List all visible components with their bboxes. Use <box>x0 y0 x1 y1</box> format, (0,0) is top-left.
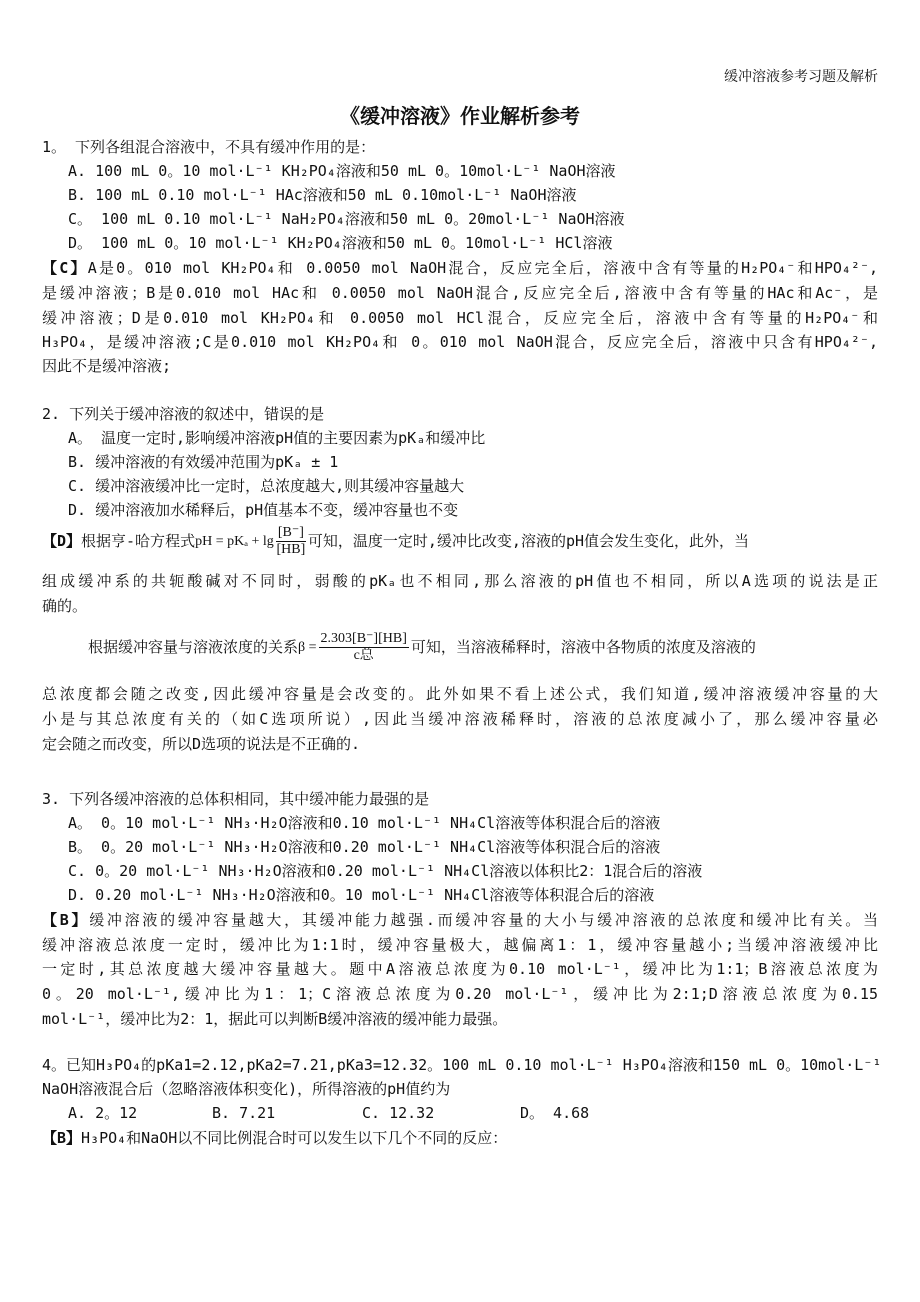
q1-stem: 1。 下列各组混合溶液中，不具有缓冲作用的是： <box>42 138 376 156</box>
q1-option-a: A. 100 mL 0。10 mol·L⁻¹ KH₂PO₄溶液和50 mL 0。10mol·L⁻¹ NaOH溶液 <box>68 162 616 180</box>
q4-explanation-line-1: 【B】H₃PO₄和NaOH以不同比例混合时可以发生以下几个不同的反应： <box>42 1129 508 1147</box>
q3-explanation-line-5: mol·L⁻¹，缓冲比为2：1，据此可以判断B缓冲溶液的缓冲能力最强。 <box>42 1010 508 1028</box>
q1-explanation-line-5: 因此不是缓冲溶液; <box>42 357 172 375</box>
q1-explanation-line-3: 缓冲溶液；D是0.010 mol KH₂PO₄和 0.0050 mol HCl混合，反应完全后，溶液中含有等量的H₂PO₄⁻和 <box>42 309 878 327</box>
q3-option-d: D. 0.20 mol·L⁻¹ NH₃·H₂O溶液和0。10 mol·L⁻¹ NH₄Cl溶液等体积混合后的溶液 <box>68 886 655 904</box>
q2-explanation-line-6: 小是与其总浓度有关的（如C选项所说）,因此当缓冲溶液稀释时，溶液的总浓度减小了，那么缓冲容量必 <box>42 710 878 728</box>
q4-option-b: B. 7.21 <box>212 1104 276 1122</box>
q2-option-b: B. 缓冲溶液的有效缓冲范围为pKₐ ± 1 <box>68 453 339 471</box>
q3-explanation-line-3: 一定时,其总浓度越大缓冲容量越大。题中A溶液总浓度为0.10 mol·L⁻¹，缓冲比为1:1；B溶液总浓度为 <box>42 960 878 978</box>
q4-answer-mark: 【B】 <box>42 1129 82 1147</box>
q2-explanation-line-7: 定会随之而改变，所以D选项的说法是不正确的. <box>42 735 361 753</box>
page-title: 《缓冲溶液》作业解析参考 <box>340 104 580 128</box>
q3-explanation-line-2: 缓冲溶液总浓度一定时，缓冲比为1:1时，缓冲容量极大，越偏离1：1，缓冲容量越小;当缓冲溶液缓冲比 <box>42 936 878 954</box>
q2-option-c: C. 缓冲溶液缓冲比一定时，总浓度越大,则其缓冲容量越大 <box>68 477 465 495</box>
q3-option-a: A。 0。10 mol·L⁻¹ NH₃·H₂O溶液和0.10 mol·L⁻¹ NH₄Cl溶液等体积混合后的溶液 <box>68 814 661 832</box>
q2-option-a: A。 温度一定时,影响缓冲溶液pH值的主要因素为pKₐ和缓冲比 <box>68 429 486 447</box>
q3-option-c: C. 0。20 mol·L⁻¹ NH₃·H₂O溶液和0.20 mol·L⁻¹ NH₄Cl溶液以体积比2：1混合后的溶液 <box>68 862 703 880</box>
q2-option-d: D. 缓冲溶液加水稀释后，pH值基本不变，缓冲容量也不变 <box>68 501 459 519</box>
q4-stem-line-2: NaOH溶液混合后（忽略溶液体积变化)，所得溶液的pH值约为 <box>42 1080 451 1098</box>
q3-explanation-line-4: 0。20 mol·L⁻¹,缓冲比为1：1；C溶液总浓度为0.20 mol·L⁻¹，缓冲比为2:1;D溶液总浓度为0.15 <box>42 985 878 1003</box>
henderson-equation: pH = pKₐ + lg $\frac{[B^-]}{[HB]}$ <box>195 524 306 557</box>
q2-explanation-line-2: 组成缓冲系的共轭酸碱对不同时，弱酸的pKₐ也不相同,那么溶液的pH值也不相同，所以A选项的说法是正 <box>42 572 878 590</box>
buffer-capacity-equation: β = $\frac{2.303[B^-][HB]}{\text{c总}}$ <box>298 630 407 663</box>
q2-explanation-line-3: 确的。 <box>42 597 88 615</box>
q4-option-a: A. 2。12 <box>68 1104 138 1122</box>
q1-option-b: B. 100 mL 0.10 mol·L⁻¹ HAc溶液和50 mL 0.10mol·L⁻¹ NaOH溶液 <box>68 186 577 204</box>
q4-option-d: D。 4.68 <box>520 1104 590 1122</box>
q4-option-c: C. 12.32 <box>362 1104 435 1122</box>
q3-explanation-line-1: 【B】缓冲溶液的缓冲容量越大，其缓冲能力越强.而缓冲容量的大小与缓冲溶液的总浓度和缓冲比有关。当 <box>42 911 878 929</box>
q3-option-b: B。 0。20 mol·L⁻¹ NH₃·H₂O溶液和0.20 mol·L⁻¹ NH₄Cl溶液等体积混合后的溶液 <box>68 838 661 856</box>
q2-stem: 2. 下列关于缓冲溶液的叙述中，错误的是 <box>42 405 325 423</box>
q4-stem-line-1: 4。已知H₃PO₄的pKa1=2.12,pKa2=7.21,pKa3=12.32。100 mL 0.10 mol·L⁻¹ H₃PO₄溶液和150 mL 0。10mol·L⁻¹ <box>42 1056 882 1074</box>
q1-explanation-line-2: 是缓冲溶液；B是0.010 mol HAc和 0.0050 mol NaOH混合,反应完全后,溶液中含有等量的HAc和Ac⁻，是 <box>42 284 878 302</box>
q1-answer-mark: 【C】 <box>42 259 88 277</box>
q3-answer-mark: 【B】 <box>42 911 90 929</box>
q3-stem: 3. 下列各缓冲溶液的总体积相同，其中缓冲能力最强的是 <box>42 790 430 808</box>
q1-explanation-line-4: H₃PO₄，是缓冲溶液;C是0.010 mol KH₂PO₄和 0。010 mol NaOH混合，反应完全后，溶液中只含有HPO₄²⁻, <box>42 333 878 351</box>
q1-explanation-line-1: 【C】A是0。010 mol KH₂PO₄和 0.0050 mol NaOH混合，反应完全后，溶液中含有等量的H₂PO₄⁻和HPO₄²⁻, <box>42 259 878 277</box>
q1-option-d: D。 100 mL 0。10 mol·L⁻¹ KH₂PO₄溶液和50 mL 0。10mol·L⁻¹ HCl溶液 <box>68 234 613 252</box>
q1-option-c: C。 100 mL 0.10 mol·L⁻¹ NaH₂PO₄溶液和50 mL 0。20mol·L⁻¹ NaOH溶液 <box>68 210 625 228</box>
q2-explanation-line-1: 【D】根据亨-哈方程式pH = pKₐ + lg $\frac{[B^-]}{[HB]}$ 可知，温度一定时,缓冲比改变,溶液的pH值会发生变化，此外，当 <box>42 524 750 557</box>
running-header: 缓冲溶液参考习题及解析 <box>724 69 878 85</box>
q2-answer-mark: 【D】 <box>42 532 82 550</box>
q2-explanation-line-4: 根据缓冲容量与溶液浓度的关系β = $\frac{2.303[B^-][HB]}{\text{c总}}$ 可知，当溶液稀释时，溶液中各物质的浓度及溶液的 <box>88 630 756 663</box>
q2-explanation-line-5: 总浓度都会随之改变,因此缓冲容量是会改变的。此外如果不看上述公式，我们知道,缓冲溶液缓冲容量的大 <box>42 685 878 703</box>
